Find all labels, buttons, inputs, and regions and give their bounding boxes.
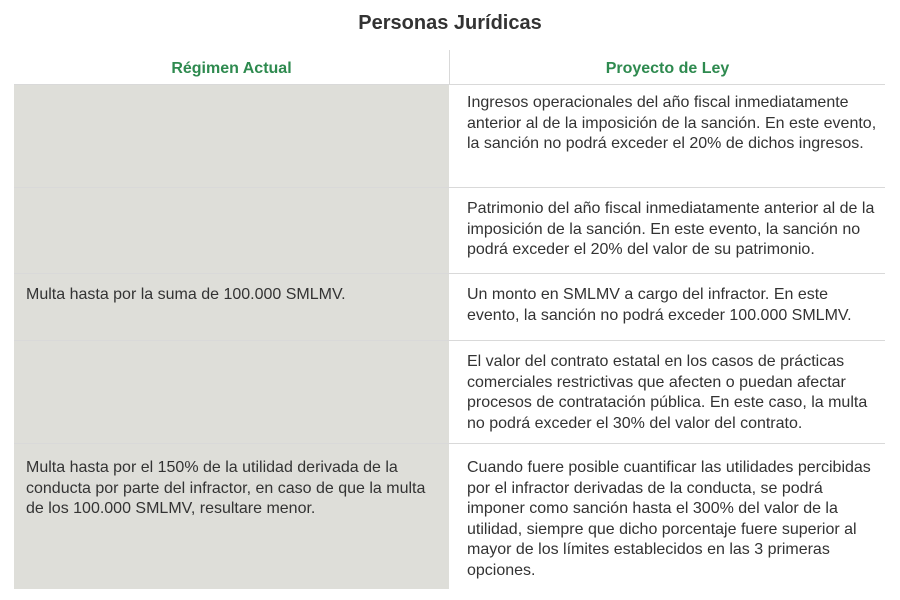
- regimen-actual-cell: [14, 341, 450, 443]
- proyecto-de-ley-cell: El valor del contrato estatal en los casos de prácticas comerciales restrictivas que afecten o puedan afectar procesos de contratación pública. En este caso, la multa no podrá exceder el 30% del valor del contrato.: [450, 341, 885, 443]
- page-title: Personas Jurídicas: [358, 12, 542, 34]
- proyecto-de-ley-cell: Patrimonio del año fiscal inmediatamente anterior al de la imposición de la sanción. En este evento, la sanción no podrá exceder el 20% del valor de su patrimonio.: [450, 188, 885, 273]
- proyecto-de-ley-cell: Un monto en SMLMV a cargo del infractor. En este evento, la sanción no podrá exceder 100.000 SMLMV.: [450, 274, 885, 340]
- header-regimen-actual: Régimen Actual: [14, 50, 450, 84]
- table-row: [14, 85, 885, 188]
- regimen-actual-cell: Multa hasta por la suma de 100.000 SMLMV.: [14, 274, 450, 340]
- table-row: [14, 341, 885, 444]
- regimen-actual-cell: [14, 85, 450, 187]
- proyecto-de-ley-cell: Cuando fuere posible cuantificar las utilidades percibidas por el infractor derivadas de la conducta, se podrá imponer como sanción hasta el 300% del valor de la utilidad, siempre que dicho porcentaje fuere superior al mayor de los límites establecidos en las 3 primeras opciones.: [450, 444, 885, 589]
- table-row: [14, 444, 885, 589]
- regimen-actual-cell: Multa hasta por el 150% de la utilidad derivada de la conducta por parte del infractor, en caso de que la multa de los 100.000 SMLMV, resultare menor.: [14, 444, 450, 589]
- regimen-actual-cell: [14, 188, 450, 273]
- comparison-table: [14, 50, 885, 589]
- table-row: [14, 188, 885, 274]
- table-row: [14, 274, 885, 341]
- proyecto-de-ley-cell: Ingresos operacionales del año fiscal inmediatamente anterior al de la imposición de la sanción. En este evento, la sanción no podrá exceder el 20% de dichos ingresos.: [450, 85, 885, 187]
- table-header-row: [14, 50, 885, 85]
- header-proyecto-de-ley: Proyecto de Ley: [450, 50, 885, 84]
